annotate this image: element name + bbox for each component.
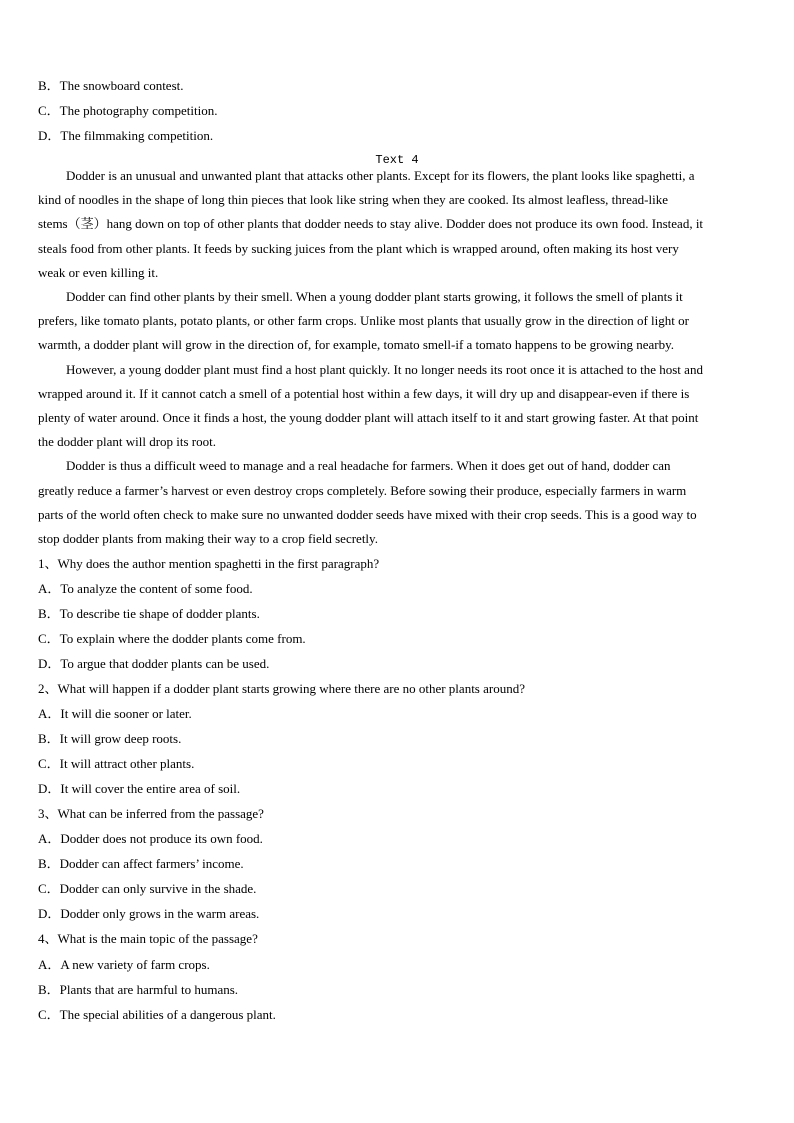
paragraph-line: Dodder is thus a difficult weed to manage and a real headache for farmers. When it does get out of hand, dodder can <box>66 458 671 474</box>
question-stem: 2、What will happen if a dodder plant starts growing where there are no other plants around? <box>38 680 525 696</box>
paragraph <box>38 285 703 358</box>
answer-option: A．It will die sooner or later. <box>38 705 192 721</box>
paragraph-line: steals food from other plants. It feeds by sucking juices from the plant which is wrapped around, often making its host very <box>38 240 679 256</box>
answer-option: C．Dodder can only survive in the shade. <box>38 881 257 897</box>
answer-option: A．To analyze the content of some food. <box>38 580 253 596</box>
passage <box>38 164 703 551</box>
question <box>38 926 525 1026</box>
question-stem: 3、What can be inferred from the passage? <box>38 806 264 822</box>
paragraph-line: parts of the world often check to make sure no unwanted dodder seeds have mixed with their crop seeds. This is a good way to <box>38 506 697 522</box>
answer-option: C．It will attract other plants. <box>38 756 195 771</box>
paragraph-line: weak or even killing it. <box>38 264 159 280</box>
answer-option: C．To explain where the dodder plants come from. <box>38 630 306 646</box>
answer-option: D．It will cover the entire area of soil. <box>38 781 241 797</box>
answer-option: B．The snowboard contest. <box>38 77 184 93</box>
answer-option: B．Plants that are harmful to humans. <box>38 981 239 997</box>
question <box>38 551 525 676</box>
paragraph-line: wrapped around it. If it cannot catch a smell of a potential host within a few days, it will dry up and disappear-even if there is <box>38 385 690 401</box>
previous-question-options <box>38 73 217 148</box>
answer-option: D．Dodder only grows in the warm areas. <box>38 906 260 922</box>
question <box>38 801 525 926</box>
answer-option: A．Dodder does not produce its own food. <box>38 831 263 847</box>
question <box>38 676 525 801</box>
paragraph-line: plenty of water around. Once it finds a host, the young dodder plant will attach itself to it and start growing faster. At that point <box>38 410 699 426</box>
answer-option: C．The photography competition. <box>38 102 218 118</box>
paragraph-line: stems（茎）hang down on top of other plants that dodder needs to stay alive. Dodder does not produce its own food. Instead, it <box>38 216 704 232</box>
answer-option: B．It will grow deep roots. <box>38 730 182 746</box>
paragraph-line: stop dodder plants from making their way to a crop field secretly. <box>38 531 378 547</box>
paragraph-line: Dodder can find other plants by their smell. When a young dodder plant starts growing, it follows the smell of plants it <box>66 289 683 305</box>
answer-option: D．The filmmaking competition. <box>38 127 214 143</box>
answer-option: C．The special abilities of a dangerous plant. <box>38 1006 276 1022</box>
answer-option: D．To argue that dodder plants can be used. <box>38 655 270 671</box>
question-stem: 1、Why does the author mention spaghetti in the first paragraph? <box>38 555 380 571</box>
paragraph <box>38 454 703 551</box>
paragraph-line: greatly reduce a farmer’s harvest or even destroy crops completely. Before sowing their produce, especially farmers in warm <box>38 482 687 498</box>
passage-title: Text 4 <box>375 153 419 167</box>
paragraph-line: the dodder plant will drop its root. <box>38 434 217 450</box>
answer-option: B．To describe tie shape of dodder plants. <box>38 605 260 621</box>
answer-option: B．Dodder can affect farmers’ income. <box>38 856 244 872</box>
paragraph-line: prefers, like tomato plants, potato plants, or other farm crops. Unlike most plants that usually grow in the direction of light or <box>38 313 689 329</box>
paragraph-line: Dodder is an unusual and unwanted plant that attacks other plants. Except for its flowers, the plant looks like spaghetti, a <box>66 168 695 183</box>
question-stem: 4、What is the main topic of the passage? <box>38 931 258 947</box>
paragraph <box>38 164 703 285</box>
paragraph-line: kind of noodles in the shape of long thin pieces that look like string when they are cooked. Its almost leafless, thread-like <box>38 192 668 208</box>
answer-option: A．A new variety of farm crops. <box>38 956 210 972</box>
paragraph <box>38 358 703 455</box>
paragraph-line: warmth, a dodder plant will grow in the direction of, for example, tomato smell-if a tomato happens to be growing nearby. <box>38 337 674 353</box>
paragraph-line: However, a young dodder plant must find a host plant quickly. It no longer needs its root once it is attached to the host and <box>66 361 703 377</box>
questions <box>38 551 525 1027</box>
